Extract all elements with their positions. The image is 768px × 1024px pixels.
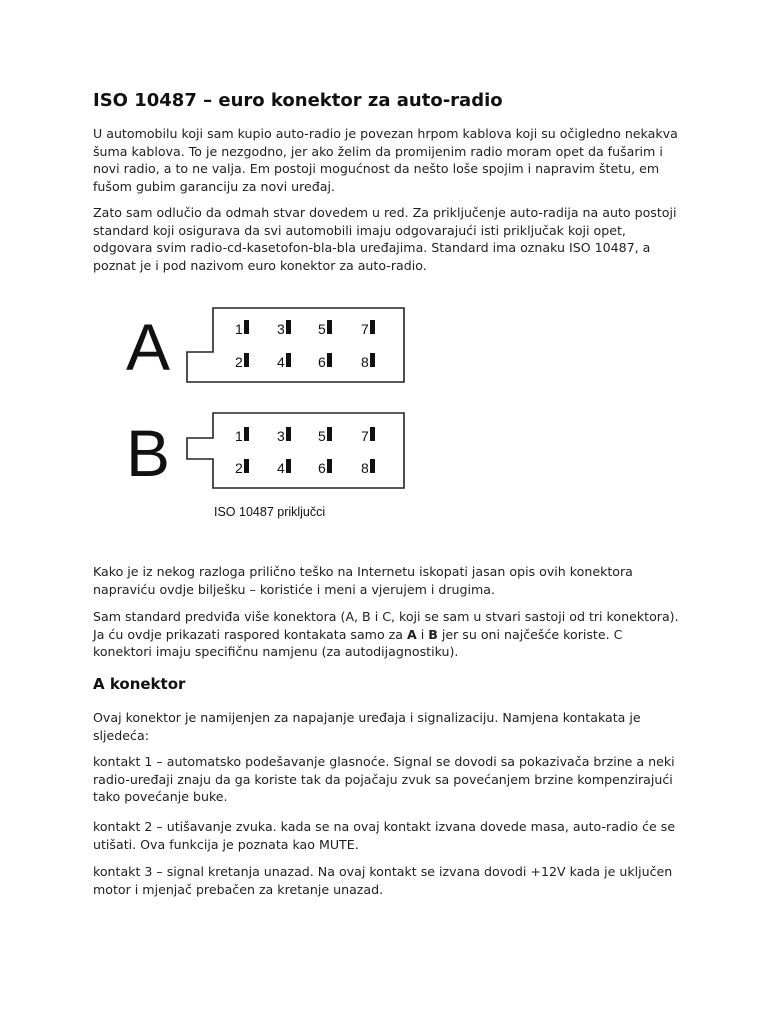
pin-number: 1 bbox=[235, 321, 243, 337]
connector-diagram bbox=[110, 298, 430, 528]
contact-2-description: kontakt 2 – utišavanje zvuka. kada se na ovaj kontakt izvana dovede masa, auto-radio će se utišati. Ova funkcija je poznata kao MUTE. bbox=[93, 819, 676, 852]
pin-number: 4 bbox=[277, 460, 285, 476]
pin-number: 7 bbox=[361, 428, 369, 444]
connector-a-ref: A bbox=[407, 626, 417, 642]
diagram-caption: ISO 10487 priključci bbox=[214, 505, 326, 519]
pin-number: 6 bbox=[318, 354, 326, 370]
pin-number: 3 bbox=[277, 321, 285, 337]
pin-contact bbox=[327, 459, 332, 473]
contact-3-description: kontakt 3 – signal kretanja unazad. Na ovaj kontakt se izvana dovodi +12V kada je uključen motor i mjenjač prebačen za kretanje unazad. bbox=[93, 864, 673, 897]
pin-contact bbox=[370, 459, 375, 473]
body-paragraph-2-part-2: jer su oni najčešće koriste. C konektori imaju specifičnu namjenu (za autodijagnostiku). bbox=[93, 626, 623, 659]
pin-contact bbox=[327, 427, 332, 441]
pin-contact bbox=[286, 320, 291, 334]
pin-contact bbox=[327, 320, 332, 334]
pin-contact bbox=[286, 353, 291, 367]
intro-paragraph-2: Zato sam odlučio da odmah stvar dovedem u red. Za priključenje auto-radija na auto postoji standard koji osigurava da svi automobili imaju odgovarajući isti priključak koji opet, odgovara svim radio-cd-kasetofon-bla-bla uređajima. Standard ima oznaku ISO 10487, a poznat je i pod nazivom euro konektor za auto-radio. bbox=[93, 205, 677, 273]
pin-contact bbox=[244, 320, 249, 334]
pin-number: 4 bbox=[277, 354, 285, 370]
pin-number: 6 bbox=[318, 460, 326, 476]
pin-number: 5 bbox=[318, 428, 326, 444]
intro-paragraph-1: U automobilu koji sam kupio auto-radio je povezan hrpom kablova koji su očigledno nekakva šuma kablova. To je nezgodno, jer ako želim da promijenim radio moram opet da fušarim i novi radio, a to ne valja. Em postoji mogućnost da nešto loše spojim i napravim štetu, em fušom gubim garanciju za novi uređaj. bbox=[93, 126, 678, 194]
connector-a-pins bbox=[235, 320, 375, 370]
connector-b-ref: B bbox=[428, 626, 438, 642]
connector-diagram-svg bbox=[110, 298, 430, 528]
pin-contact bbox=[286, 459, 291, 473]
body-paragraph-2-part-1: Sam standard predviđa više konektora (A, B i C, koji se sam u stvari sastoji od tri konektora). Ja ću ovdje prikazati raspored kontakata samo za bbox=[93, 609, 679, 642]
section-heading-a-konektor: A konektor bbox=[93, 675, 186, 693]
pin-contact bbox=[370, 320, 375, 334]
connector-b-pins bbox=[235, 427, 375, 476]
pin-number: 8 bbox=[361, 354, 369, 370]
contact-1-description: kontakt 1 – automatsko podešavanje glasnoće. Signal se dovodi sa pokazivača brzine a neki radio-uređaji znaju da ga koriste tak da pojačaju zvuk sa povećanjem brzine kompenzirajući tako povećanje buke. bbox=[93, 754, 675, 804]
connector-b bbox=[126, 413, 404, 490]
connector-a-letter: A bbox=[125, 310, 171, 384]
pin-number: 7 bbox=[361, 321, 369, 337]
connector-b-letter: B bbox=[125, 416, 171, 490]
pin-contact bbox=[244, 459, 249, 473]
connector-b-outline bbox=[187, 413, 404, 488]
pin-contact bbox=[370, 353, 375, 367]
pin-contact bbox=[370, 427, 375, 441]
pin-number: 3 bbox=[277, 428, 285, 444]
section-a-intro: Ovaj konektor je namijenjen za napajanje uređaja i signalizaciju. Namjena kontakata je sljedeća: bbox=[93, 710, 641, 743]
connector-a-outline bbox=[187, 308, 404, 382]
pin-contact bbox=[286, 427, 291, 441]
pin-number: 2 bbox=[235, 354, 243, 370]
body-paragraph-1: Kako je iz nekog razloga prilično teško na Internetu iskopati jasan opis ovih konektora napraviću ovdje bilješku – koristiće i meni a vjerujem i drugima. bbox=[93, 564, 633, 597]
connector-a bbox=[126, 308, 404, 384]
body-paragraph-2 bbox=[93, 608, 683, 661]
pin-contact bbox=[244, 353, 249, 367]
pin-contact bbox=[244, 427, 249, 441]
pin-number: 2 bbox=[235, 460, 243, 476]
body-paragraph-2-conj: i bbox=[416, 626, 429, 642]
pin-number: 8 bbox=[361, 460, 369, 476]
pin-number: 5 bbox=[318, 321, 326, 337]
pin-number: 1 bbox=[235, 428, 243, 444]
pin-contact bbox=[327, 353, 332, 367]
page-title: ISO 10487 – euro konektor za auto-radio bbox=[93, 90, 503, 111]
